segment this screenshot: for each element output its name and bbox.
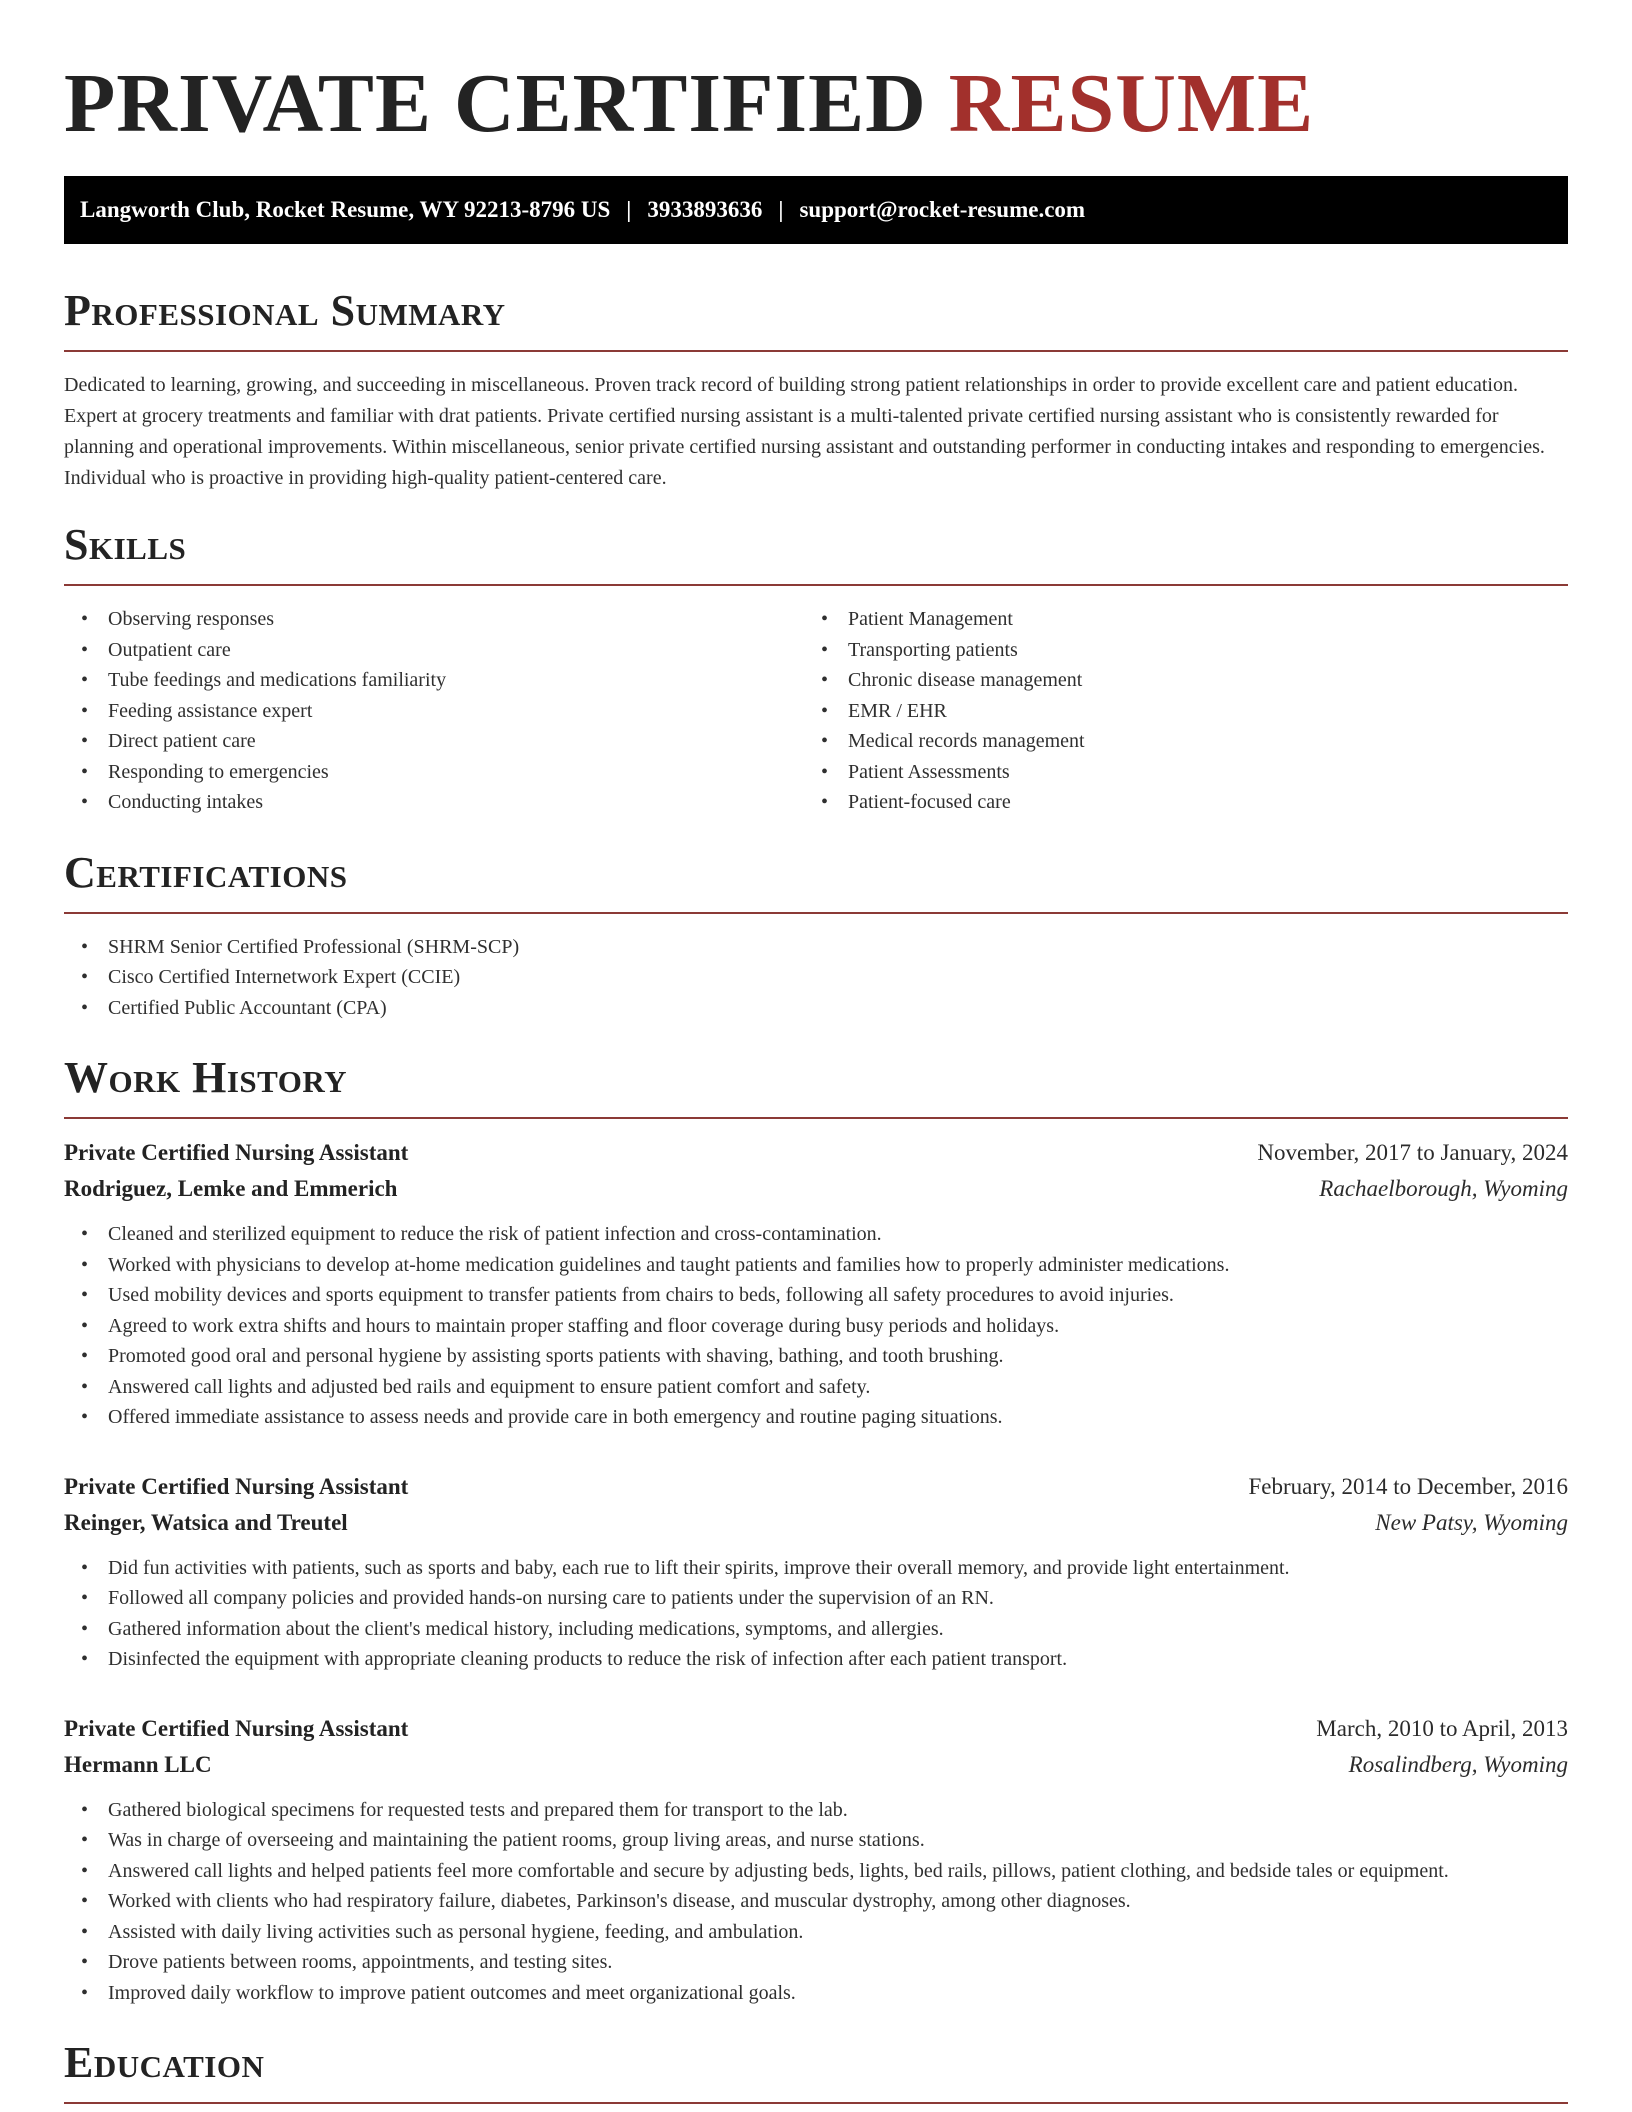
section-title-skills: Skills <box>64 520 187 569</box>
job-bullets <box>64 1553 1568 1675</box>
certification-item: • Certified Public Accountant (CPA) <box>64 993 1568 1024</box>
job-company-row <box>64 1505 1568 1541</box>
skill-item: • Feeding assistance expert <box>64 696 804 727</box>
job-title: Private Certified Nursing Assistant <box>64 1473 409 1499</box>
section-divider <box>64 2102 1568 2104</box>
job-bullet: • Used mobility devices and sports equipment to transfer patients from chairs to beds, following all safety procedures to avoid injuries. <box>64 1280 1568 1311</box>
job-bullet: • Gathered information about the client's medical history, including medications, symptoms, and allergies. <box>64 1614 1568 1645</box>
job-bullet: • Was in charge of overseeing and maintaining the patient rooms, group living areas, and nurse stations. <box>64 1825 1568 1856</box>
section-title-certifications: Certifications <box>64 847 348 897</box>
job-bullet: • Did fun activities with patients, such as sports and baby, each rue to lift their spirits, improve their overall memory, and provide light entertainment. <box>64 1553 1568 1584</box>
job-title: Private Certified Nursing Assistant <box>64 1140 409 1165</box>
summary-section <box>64 286 1568 494</box>
skills-list-right <box>804 604 1544 818</box>
job-location: Rachaelborough, Wyoming <box>1319 1176 1568 1201</box>
job-bullet: • Gathered biological specimens for requested tests and prepared them for transport to the lab. <box>64 1795 1568 1826</box>
job-bullet: • Cleaned and sterilized equipment to reduce the risk of patient infection and cross-contamination. <box>64 1219 1568 1250</box>
contact-email[interactable]: support@rocket-resume.com <box>799 197 1086 222</box>
job-title: Private Certified Nursing Assistant <box>64 1715 409 1741</box>
job-bullet: • Drove patients between rooms, appointments, and testing sites. <box>64 1947 1568 1978</box>
job-bullet: • Promoted good oral and personal hygiene by assisting sports patients with shaving, bathing, and tooth brushing. <box>64 1341 1568 1372</box>
job-location: New Patsy, Wyoming <box>1375 1509 1568 1535</box>
job-company: Hermann LLC <box>64 1751 212 1777</box>
job-bullet: • Answered call lights and adjusted bed rails and equipment to ensure patient comfort and safety. <box>64 1372 1568 1403</box>
skill-item: • Patient Assessments <box>804 757 1544 788</box>
contact-address: Langworth Club, Rocket Resume, WY 92213-8796 US <box>80 197 611 222</box>
section-title-work-history: Work History <box>64 1053 348 1102</box>
job-header-row <box>64 1469 1568 1505</box>
job-company: Rodriguez, Lemke and Emmerich <box>64 1176 398 1201</box>
job-bullet: • Followed all company policies and provided hands-on nursing care to patients under the supervision of an RN. <box>64 1583 1568 1614</box>
job-company-row <box>64 1171 1568 1207</box>
job-entry <box>64 1469 1568 1675</box>
certification-item: • Cisco Certified Internetwork Expert (CCIE) <box>64 962 1568 993</box>
section-title-summary: Professional Summary <box>64 286 506 335</box>
job-bullet: • Worked with physicians to develop at-home medication guidelines and taught patients and families how to properly administer medications. <box>64 1250 1568 1281</box>
certifications-section <box>64 848 1568 1024</box>
skills-section <box>64 520 1568 818</box>
skill-item: • Conducting intakes <box>64 787 804 818</box>
job-entry <box>64 1711 1568 2009</box>
skill-item: • Medical records management <box>804 726 1544 757</box>
skills-list-left <box>64 604 804 818</box>
jobs-list <box>64 1135 1568 2008</box>
skill-item: • Patient Management <box>804 604 1544 635</box>
resume-page <box>64 0 1568 2104</box>
skill-item: • Chronic disease management <box>804 665 1544 696</box>
job-bullet: • Worked with clients who had respiratory failure, diabetes, Parkinson's disease, and muscular dystrophy, among other diagnoses. <box>64 1886 1568 1917</box>
skill-item: • Tube feedings and medications familiarity <box>64 665 804 696</box>
job-bullet: • Agreed to work extra shifts and hours to maintain proper staffing and floor coverage during busy periods and holidays. <box>64 1311 1568 1342</box>
section-divider <box>64 912 1568 914</box>
job-header-row <box>64 1135 1568 1171</box>
job-dates: March, 2010 to April, 2013 <box>1316 1715 1568 1741</box>
job-location: Rosalindberg, Wyoming <box>1348 1751 1568 1777</box>
job-bullet: • Assisted with daily living activities such as personal hygiene, feeding, and ambulation. <box>64 1917 1568 1948</box>
contact-bar <box>64 176 1568 244</box>
skill-item: • EMR / EHR <box>804 696 1544 727</box>
skill-item: • Direct patient care <box>64 726 804 757</box>
section-divider <box>64 584 1568 586</box>
job-dates: February, 2014 to December, 2016 <box>1248 1473 1568 1499</box>
skills-columns <box>64 604 1568 818</box>
education-section <box>64 2038 1568 2104</box>
section-divider <box>64 350 1568 352</box>
skill-item: • Observing responses <box>64 604 804 635</box>
name-main: PRIVATE CERTIFIED <box>64 57 949 150</box>
job-bullet: • Disinfected the equipment with appropriate cleaning products to reduce the risk of infection after each patient transport. <box>64 1644 1568 1675</box>
contact-phone[interactable]: 3933893636 <box>647 197 763 222</box>
section-title-education: Education <box>64 2038 265 2087</box>
contact-separator: | <box>626 197 632 222</box>
section-divider <box>64 1117 1568 1119</box>
summary-text: Dedicated to learning, growing, and succeeding in miscellaneous. Proven track record of building strong patient relationships in order to provide excellent care and patient education. Expert at grocery treatments and familiar with drat patients. Private certified nursing assistant is a multi-talented private certified nursing assistant who is consistently rewarded for planning and operational improvements. Within miscellaneous, senior private certified nursing assistant and outstanding performer in conducting intakes and responding to emergencies. Individual who is proactive in providing high-quality patient-centered care. <box>64 374 1545 489</box>
name-accent: RESUME <box>948 57 1315 150</box>
certification-item: • SHRM Senior Certified Professional (SHRM-SCP) <box>64 932 1568 963</box>
skill-item: • Outpatient care <box>64 635 804 666</box>
job-bullet: • Improved daily workflow to improve patient outcomes and meet organizational goals. <box>64 1978 1568 2009</box>
skill-item: • Patient-focused care <box>804 787 1544 818</box>
certifications-list <box>64 932 1568 1024</box>
job-company: Reinger, Watsica and Treutel <box>64 1509 348 1535</box>
job-bullets <box>64 1219 1568 1433</box>
skill-item: • Transporting patients <box>804 635 1544 666</box>
resume-name <box>64 0 1568 176</box>
job-entry <box>64 1135 1568 1433</box>
job-bullet: • Answered call lights and helped patients feel more comfortable and secure by adjusting beds, lights, bed rails, pillows, patient clothing, and bedside tales or equipment. <box>64 1856 1568 1887</box>
contact-separator: | <box>778 197 784 222</box>
job-bullet: • Offered immediate assistance to assess needs and provide care in both emergency and routine paging situations. <box>64 1402 1568 1433</box>
job-header-row <box>64 1711 1568 1747</box>
job-dates: November, 2017 to January, 2024 <box>1257 1140 1568 1165</box>
skill-item: • Responding to emergencies <box>64 757 804 788</box>
job-bullets <box>64 1795 1568 2009</box>
job-company-row <box>64 1747 1568 1783</box>
work-history-section <box>64 1053 1568 2008</box>
